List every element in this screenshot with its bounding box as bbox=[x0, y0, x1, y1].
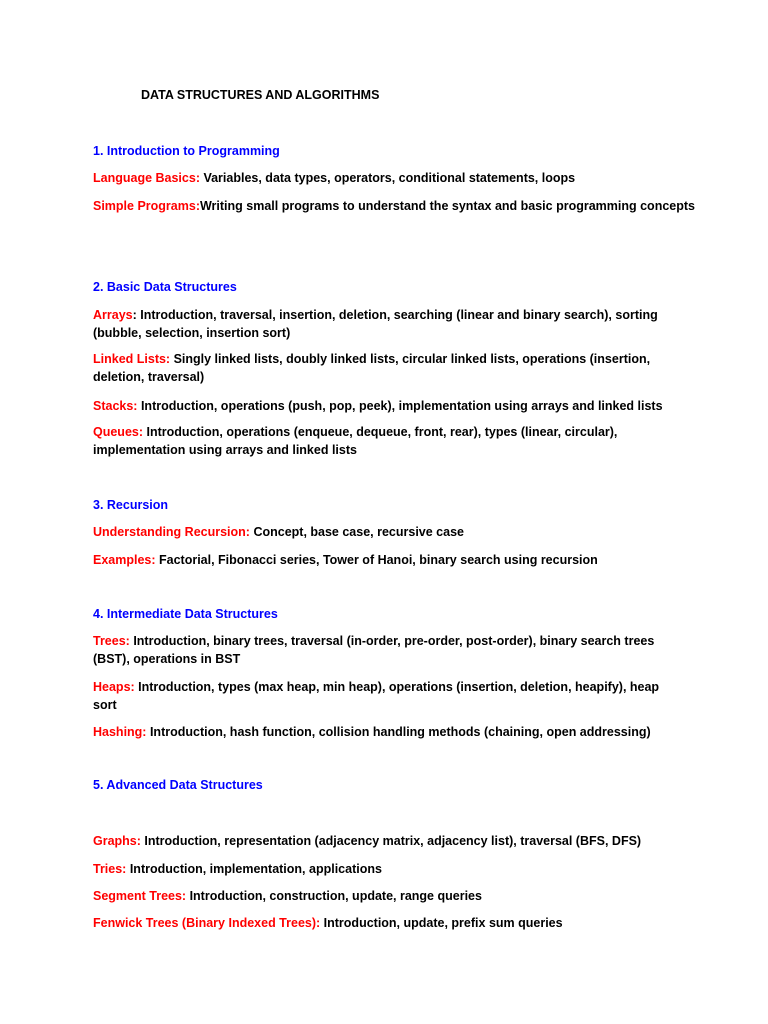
section-heading-advanced-data-structures: 5. Advanced Data Structures bbox=[93, 778, 263, 792]
item-term: Tries: bbox=[93, 862, 127, 876]
item-term: Understanding Recursion: bbox=[93, 525, 250, 539]
section-heading-intermediate-data-structures: 4. Intermediate Data Structures bbox=[93, 607, 278, 621]
list-item bbox=[93, 860, 673, 878]
list-item bbox=[93, 169, 673, 187]
item-term: Heaps: bbox=[93, 680, 135, 694]
item-term: Arrays bbox=[93, 308, 133, 322]
item-description: Introduction, types (max heap, min heap), operations (insertion, deletion, heapify), heap sort bbox=[93, 680, 660, 712]
item-term: Language Basics: bbox=[93, 171, 200, 185]
list-item bbox=[93, 306, 673, 342]
item-term: Trees: bbox=[93, 634, 130, 648]
list-item bbox=[93, 887, 673, 905]
list-item bbox=[93, 350, 673, 386]
item-description: : Introduction, traversal, insertion, deletion, searching (linear and binary search), sorting (bubble, selection, insertion sort) bbox=[93, 308, 658, 340]
list-item bbox=[93, 197, 695, 220]
item-term: Hashing: bbox=[93, 725, 147, 739]
item-description: Factorial, Fibonacci series, Tower of Hanoi, binary search using recursion bbox=[155, 553, 598, 567]
list-item bbox=[93, 914, 673, 932]
item-description: Concept, base case, recursive case bbox=[249, 525, 464, 539]
item-description: Introduction, update, prefix sum queries bbox=[320, 916, 563, 930]
item-description: Writing small programs to understand the syntax and basic programming concepts bbox=[199, 199, 695, 213]
item-description: Singly linked lists, doubly linked lists, circular linked lists, operations (insertion, deletion, traversal) bbox=[93, 352, 651, 384]
item-description: Introduction, operations (push, pop, peek), implementation using arrays and linked lists bbox=[137, 399, 663, 413]
item-term: Stacks: bbox=[93, 399, 138, 413]
item-description: Variables, data types, operators, conditional statements, loops bbox=[199, 171, 576, 185]
item-description: Introduction, operations (enqueue, dequeue, front, rear), types (linear, circular), implementation using arrays and linked lists bbox=[93, 425, 618, 457]
item-term: Queues: bbox=[93, 425, 144, 439]
list-item bbox=[93, 397, 673, 415]
list-item bbox=[93, 423, 673, 459]
item-description: Introduction, hash function, collision handling methods (chaining, open addressing) bbox=[146, 725, 651, 739]
item-description: Introduction, construction, update, range queries bbox=[186, 889, 482, 903]
document-title: DATA STRUCTURES AND ALGORITHMS bbox=[141, 88, 380, 102]
list-item bbox=[93, 551, 673, 569]
list-item bbox=[93, 632, 673, 668]
list-item bbox=[93, 832, 673, 850]
item-term: Segment Trees: bbox=[93, 889, 187, 903]
item-term: Fenwick Trees (Binary Indexed Trees): bbox=[93, 916, 321, 930]
section-heading-basic-data-structures: 2. Basic Data Structures bbox=[93, 280, 237, 294]
section-heading-recursion: 3. Recursion bbox=[93, 498, 169, 512]
section-heading-introduction-to-programming: 1. Introduction to Programming bbox=[93, 144, 280, 158]
list-item bbox=[93, 723, 673, 741]
item-term: Examples: bbox=[93, 553, 156, 567]
item-term: Graphs: bbox=[93, 834, 141, 848]
item-description: Introduction, binary trees, traversal (in-order, pre-order, post-order), binary search trees (BST), operations in BST bbox=[93, 634, 655, 666]
item-term: Simple Programs: bbox=[93, 199, 200, 213]
item-term: Linked Lists: bbox=[93, 352, 171, 366]
list-item bbox=[93, 523, 673, 541]
list-item bbox=[93, 678, 673, 714]
item-description: Introduction, implementation, applications bbox=[126, 862, 382, 876]
item-description: Introduction, representation (adjacency matrix, adjacency list), traversal (BFS, DFS) bbox=[140, 834, 642, 848]
